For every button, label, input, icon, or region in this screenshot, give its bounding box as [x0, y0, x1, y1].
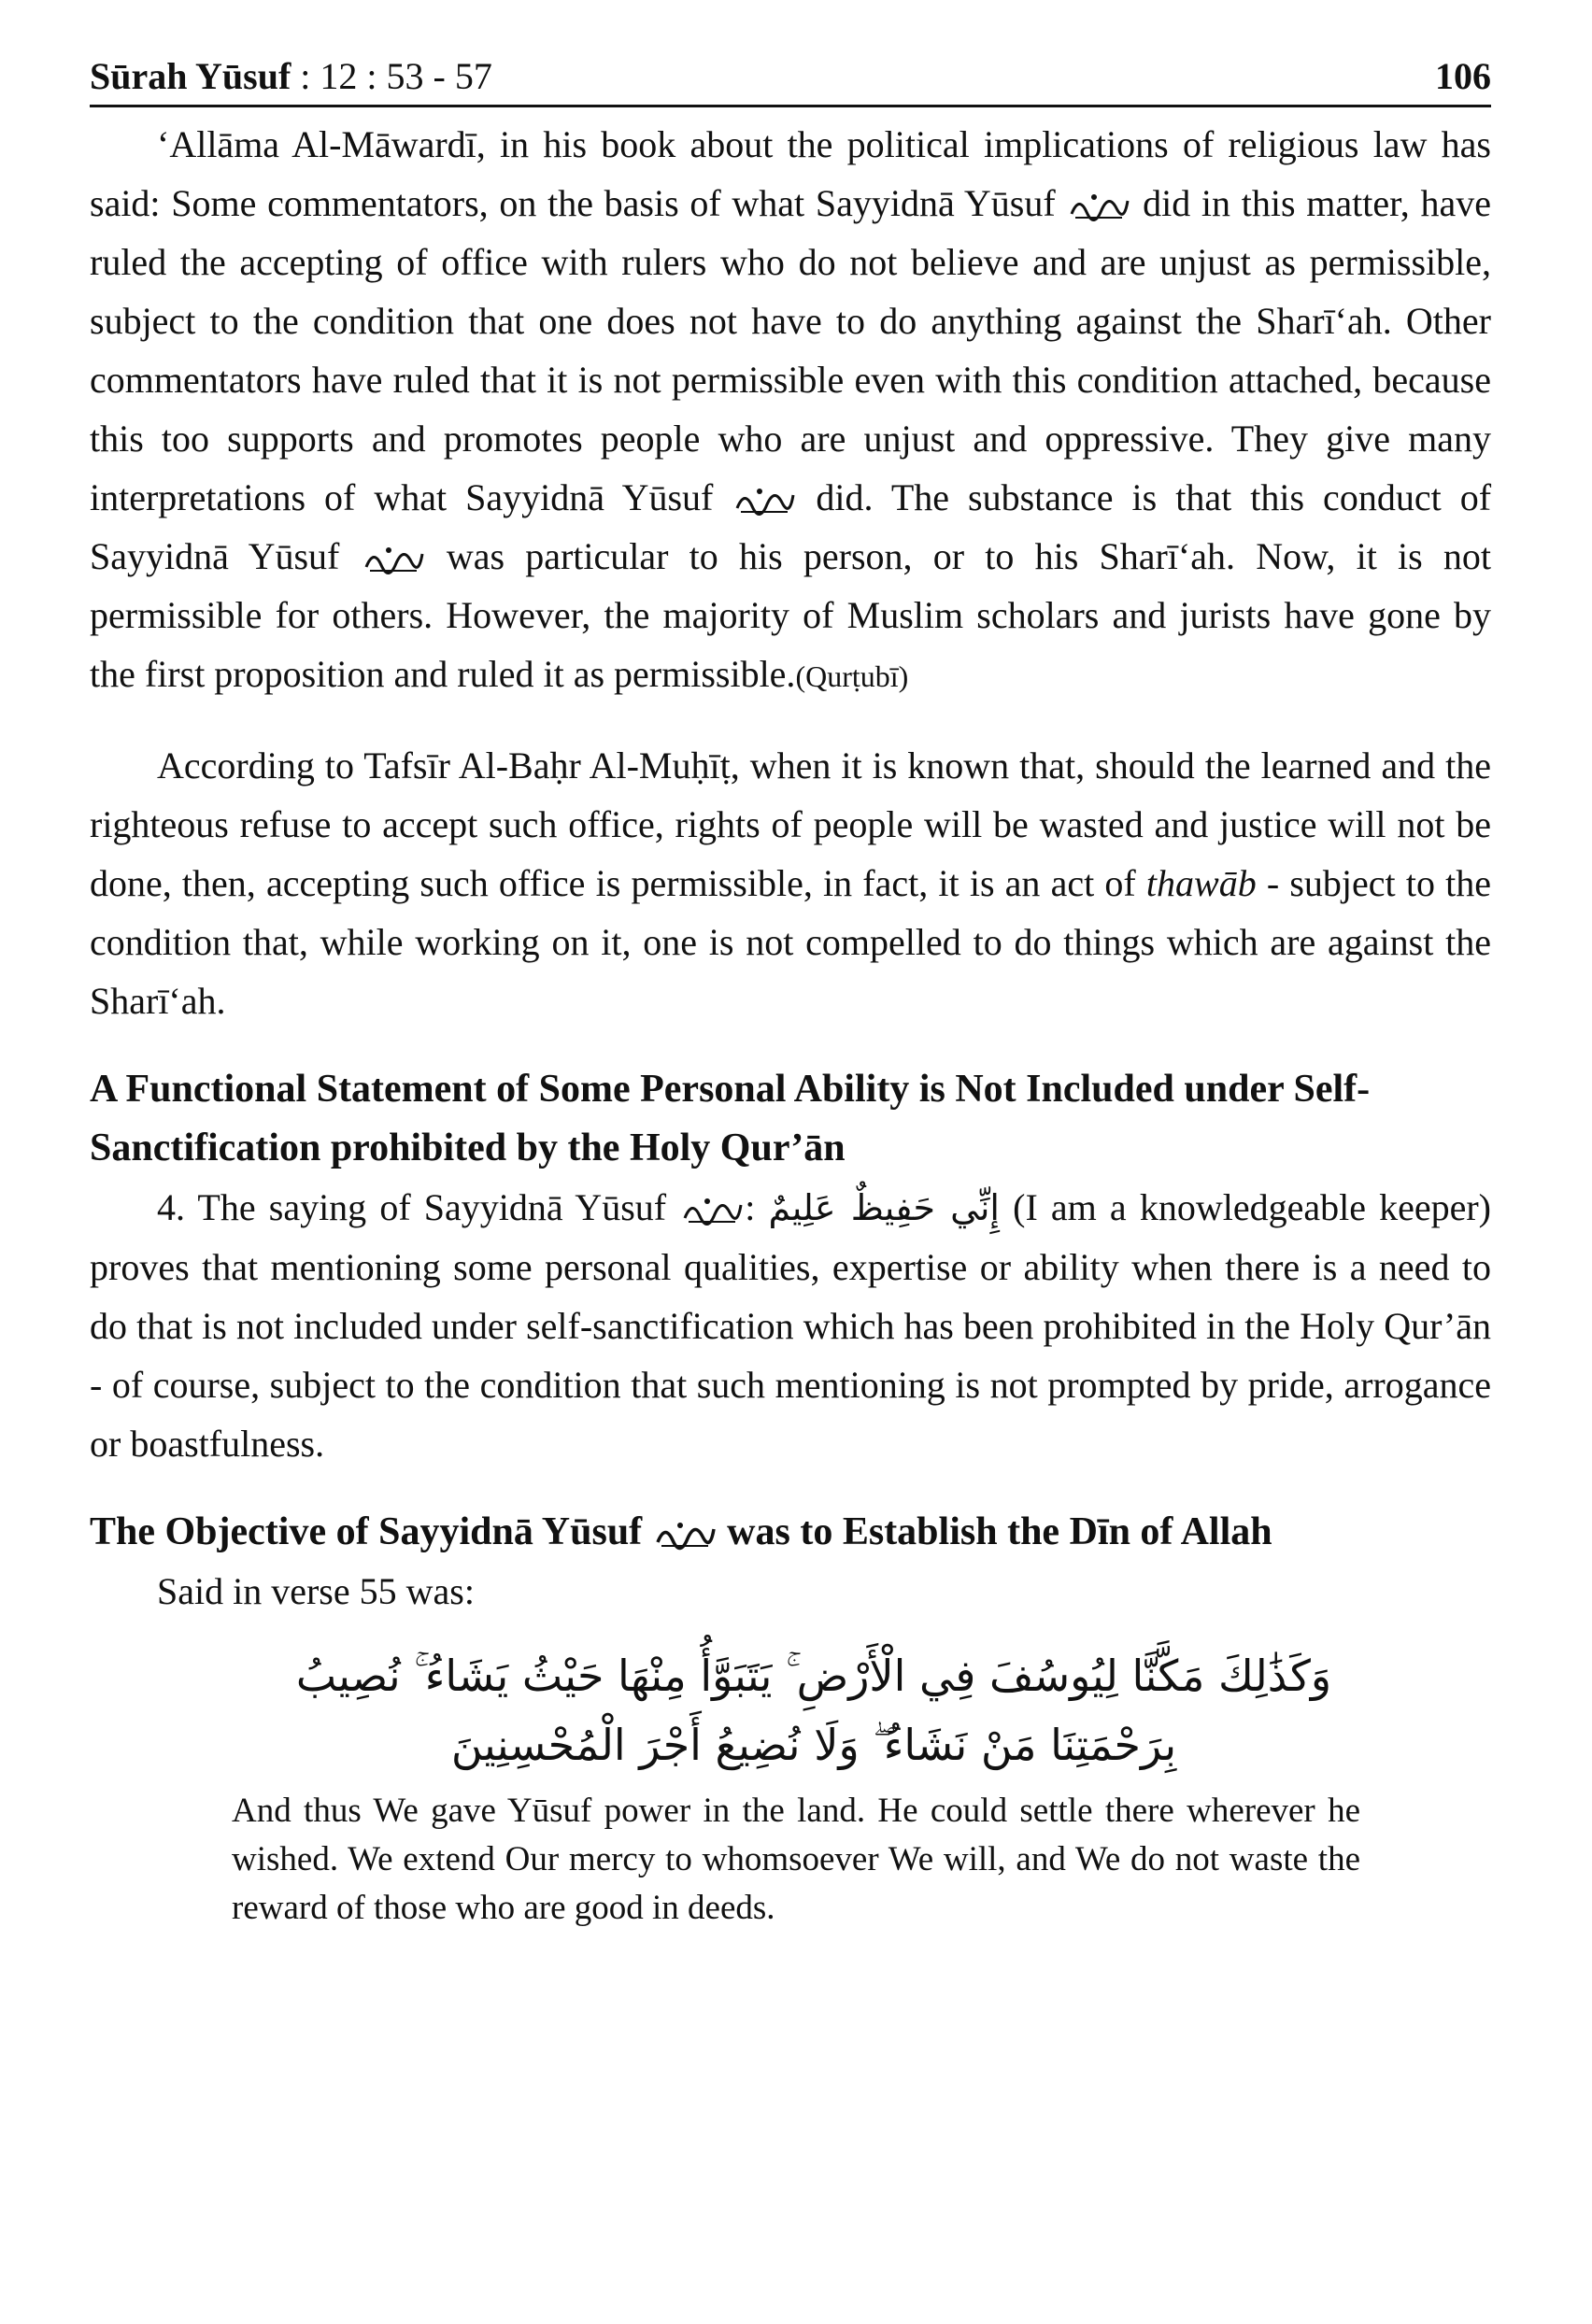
- section-heading-objective: [90, 1503, 1491, 1562]
- paragraph-knowledgeable-keeper: [90, 1178, 1491, 1473]
- paragraph-mawardi: [90, 115, 1491, 706]
- arabic-quote: إِنِّي حَفِيظٌ عَلِيمٌ: [768, 1187, 1000, 1228]
- running-header: [90, 49, 1491, 107]
- quranic-verse-arabic: وَكَذَٰلِكَ مَكَّنَّا لِيُوسُفَ فِي الْأَرْضِ ۚ يَتَبَوَّأُ مِنْهَا حَيْثُ يَشَاءُ ۚ نُصِيبُ بِرَحْمَتِنَا مَنْ نَشَاءُ ۖ وَلَا نُضِيعُ أَجْرَ الْمُحْسِنِينَ: [295, 1651, 1332, 1770]
- heading-text: was to Establish the Dīn of Allah: [727, 1510, 1272, 1553]
- paragraph-bahr-al-muhit: [90, 736, 1491, 1030]
- calligraphic-honorific-icon: [361, 541, 426, 576]
- paragraph-text: 4. The saying of Sayyidnā Yūsuf: [157, 1186, 667, 1228]
- paragraph-text: did in this matter, have ruled the accepting of office with rulers who do not believe and are unjust as permissible, subject to the condition that one does not have to do anything against the Sharī‘ah. Other commentators have ruled that it is not permissible even with this condition attached, because this too supports and promotes people who are unjust and oppressive. They give many interpretations of what Sayyidnā Yūsuf: [90, 182, 1491, 518]
- paragraph-text: was particular to his person, or to his Sharī‘ah. Now, it is not permissible for others. However, the majority of Muslim scholars and jurists have gone by the first proposition and ruled it as permissible.: [90, 535, 1492, 695]
- italic-term: thawāb: [1145, 862, 1257, 904]
- calligraphic-honorific-icon: [679, 1192, 745, 1227]
- page-body: [90, 115, 1491, 1933]
- header-verse-range: : 12 : 53 - 57: [291, 55, 492, 97]
- citation-qurtubi: (Qurṭubī): [795, 659, 909, 693]
- paragraph-text: According to Tafsīr Al-Baḥr Al-Muḥīṭ, when it is known that, should the learned and the righteous refuse to accept such office, rights of people will be wasted and justice will not be done, then, accepting such office is permissible, in fact, it is an act of: [90, 744, 1491, 904]
- section-heading-functional-statement: A Functional Statement of Some Personal Ability is Not Included under Self-Sanctification prohibited by the Holy Qur’ān: [90, 1068, 1371, 1169]
- calligraphic-honorific-icon: [1066, 188, 1131, 223]
- calligraphic-honorific-icon: [652, 1516, 718, 1552]
- paragraph-text: ‘Allāma Al-Māwardī, in his book about the political implications of religious law has said: Some commentators, on the basis of what Sayyidnā Yūsuf: [90, 123, 1491, 224]
- paragraph-text: (I am a knowledgeable keeper) proves that mentioning some personal qualities, expertise or ability when there is a need to do that is not included under self-sanctification which has been prohibited in the Holy Qur’ān - of course, subject to the condition that such mentioning is not prompted by pride, arrogance or boastfulness.: [90, 1186, 1491, 1465]
- header-title-group: [90, 55, 492, 105]
- heading-text: The Objective of Sayyidnā Yūsuf: [90, 1510, 643, 1553]
- calligraphic-honorific-icon: [732, 482, 797, 517]
- paragraph-text: - subject to the condition that, while working on it, one is not compelled to do things which are against the Sharī‘ah.: [90, 862, 1491, 1022]
- page-number: 106: [1435, 55, 1491, 97]
- verse-translation: And thus We gave Yūsuf power in the land. He could settle there wherever he wished. We extend Our mercy to whomsoever We will, and We do not waste the reward of those who are good in deeds.: [232, 1792, 1360, 1927]
- paragraph-verse-intro: Said in verse 55 was:: [157, 1570, 475, 1612]
- paragraph-text: :: [745, 1186, 769, 1228]
- header-title: Sūrah Yūsuf: [90, 55, 291, 97]
- paragraph-text: did. The substance is that this conduct of Sayyidnā Yūsuf: [90, 476, 1492, 577]
